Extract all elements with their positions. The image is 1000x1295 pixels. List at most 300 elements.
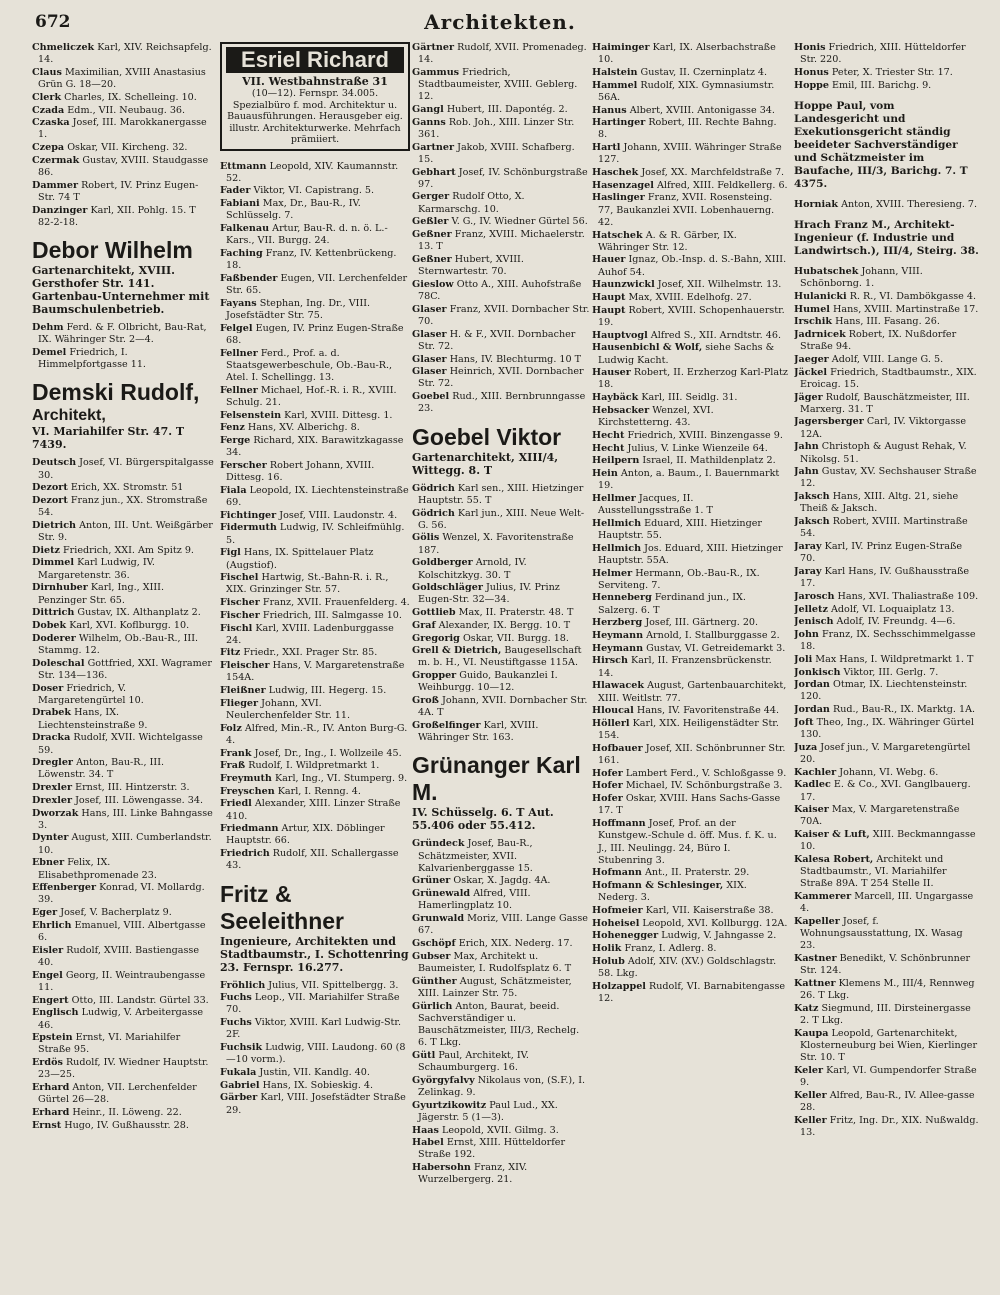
directory-entry: [32, 495, 214, 519]
entry-name: Großelfinger: [412, 719, 481, 731]
directory-entry: [794, 742, 980, 766]
entry-name: Fitz: [220, 647, 241, 659]
entry-address: Alfred, VIII. Hamerlingplatz 10.: [418, 888, 531, 912]
directory-entry: [412, 104, 590, 116]
directory-entry: [412, 391, 590, 415]
directory-entry: [220, 223, 410, 247]
directory-entry: [592, 330, 788, 342]
directory-entry: [794, 916, 980, 953]
entry-name: Irschik: [794, 316, 833, 328]
entry-name: Hecht: [592, 429, 625, 441]
directory-entry: [220, 786, 410, 798]
directory-entry: [412, 913, 590, 937]
entry-name: Holik: [592, 943, 622, 955]
entry-address: Friedrich, I. Himmelpfortgasse 11.: [38, 346, 146, 371]
entry-name: Dittrich: [32, 607, 75, 619]
directory-entry: [592, 254, 788, 278]
entry-name: Freymuth: [220, 772, 272, 784]
directory-entry: [794, 80, 980, 92]
entry-name: Holzappel: [592, 980, 646, 992]
entry-address: Ludwig, V. Arbeitergasse 46.: [38, 1007, 204, 1031]
entry-name: Grell & Dietrich,: [412, 645, 502, 657]
ad-text: Ingenieure, Architekten und Stadtbaumstr., I. Schottenring 23. Fernspr. 16.277.: [220, 934, 409, 974]
entry-name: Heilpern: [592, 455, 640, 467]
entry-address: Julius, IV. Prinz Eugen-Str. 32—34.: [418, 582, 560, 606]
entry-name: Haiminger: [592, 42, 650, 53]
entry-name: Friedl: [220, 798, 252, 810]
entry-address: Rudolf, XIX. Gymnasiumstr. 56A.: [598, 79, 775, 103]
directory-entry: [412, 888, 590, 912]
directory-entry: [32, 1107, 214, 1119]
entry-address: V. G., IV. Wiedner Gürtel 56.: [451, 216, 588, 228]
entry-address: Adolf, IV. Freundg. 4—6.: [836, 616, 956, 628]
directory-entry: [412, 1137, 590, 1161]
directory-entry: [220, 760, 410, 772]
directory-entry: [412, 117, 590, 141]
entry-name: Gartner: [412, 141, 455, 153]
directory-entry: [794, 67, 980, 79]
entry-address: Heinrich, XVII. Dornbacher Str. 72.: [418, 366, 584, 390]
entry-address: Josef, Prof. an der Kunstgew.-Schule d. öff. Mus. f. K. u. J., III. Neulingg. 24, Büro I. Stubenring 3.: [598, 818, 777, 866]
entry-name: Hasenzagel: [592, 179, 654, 191]
entry-address: Karl, XVIII. Ladenburggasse 24.: [226, 622, 394, 646]
entry-name: Gütl: [412, 1049, 436, 1061]
entry-name: Dehm: [32, 322, 64, 334]
directory-entry: [592, 905, 788, 917]
entry-name: Fiala: [220, 484, 247, 496]
entry-address: Ant., II. Praterstr. 29.: [644, 867, 750, 879]
entry-name: Haupt: [592, 304, 626, 316]
directory-entry: [794, 566, 980, 590]
entry-name: Hammel: [592, 79, 638, 91]
entry-address: Oskar, X. Jagdg. 4A.: [453, 875, 551, 887]
entry-address: Anton, III. Unt. Weißgärber Str. 9.: [38, 519, 213, 544]
entry-name: Deutsch: [32, 457, 77, 469]
entry-name: Gebhart: [412, 166, 456, 178]
directory-entry: [220, 1042, 410, 1066]
entry-name: Faßbender: [220, 272, 278, 284]
entry-address: Ignaz, Ob.-Insp. d. S.-Bahn, XIII. Auhof 54.: [598, 254, 787, 278]
entry-address: Erich, XIX. Nederg. 17.: [458, 937, 573, 949]
directory-entry: [412, 229, 590, 253]
directory-entry: [412, 304, 590, 328]
directory-entry: [592, 880, 788, 904]
directory-entry: [220, 323, 410, 347]
entry-address: Max, II. Praterstr. 48. T: [458, 607, 574, 619]
directory-entry: [32, 808, 214, 832]
directory-entry: [592, 430, 788, 442]
entry-name: Engel: [32, 969, 63, 981]
directory-entry: [794, 767, 980, 779]
directory-entry: [32, 1032, 214, 1056]
directory-entry: [592, 568, 788, 592]
entry-address: Viktor, XVIII. Karl Ludwig-Str. 2F.: [226, 1017, 401, 1041]
entry-address: Karl, I. Renng. 4.: [277, 785, 361, 797]
entry-name: Jäckel: [794, 366, 827, 378]
directory-entry: [794, 978, 980, 1002]
directory-entry: [32, 482, 214, 494]
entry-address: Friedrich, XIII. Hütteldorfer Str. 220.: [800, 42, 966, 66]
directory-entry: [32, 732, 214, 756]
entry-address: Hans, XVIII. Martinstraße 17.: [833, 303, 979, 315]
directory-entry: [794, 1003, 980, 1027]
entry-address: Leopold, XVI. Kollburgg. 12A.: [642, 917, 788, 929]
entry-address: Klemens M., III/4, Rennweg 26. T Lkg.: [800, 978, 975, 1002]
entry-address: Viktor, VI. Capistrang. 5.: [253, 185, 375, 197]
entry-name: Jenisch: [794, 616, 834, 628]
directory-entry: [794, 329, 980, 353]
entry-name: Demel: [32, 346, 67, 358]
entry-address: Friedrich, V. Margaretengürtel 10.: [38, 682, 144, 706]
entry-name: Jahn: [794, 466, 819, 478]
entry-address: Wenzel, XVI. Kirchstetterng. 43.: [598, 404, 714, 429]
entry-name: Kaupa: [794, 1027, 829, 1039]
entry-name: Hecht: [592, 442, 625, 454]
entry-address: August, XIII. Cumberlandstr. 10.: [38, 832, 212, 856]
entry-address: Alexander, XIII. Linzer Straße 410.: [226, 798, 401, 822]
directory-entry: [592, 493, 788, 517]
directory-entry: [412, 142, 590, 166]
entry-name: Joft: [794, 716, 814, 728]
entry-address: Otto, III. Landstr. Gürtel 33.: [71, 994, 209, 1006]
entry-name: Haunzwickl: [592, 279, 655, 291]
entry-name: Claus: [32, 66, 62, 78]
entry-name: Eisler: [32, 944, 64, 956]
entry-address: Siegmund, III. Dirsteinergasse 2. T Lkg.: [800, 1003, 971, 1027]
entry-address: Karl, XVIII. Dittesg. 1.: [284, 409, 393, 421]
directory-entry: [32, 67, 214, 91]
entry-address: Eugen, VII. Lerchenfelder Str. 65.: [226, 272, 408, 297]
directory-entry: [220, 623, 410, 647]
entry-name: Fellner: [220, 384, 258, 396]
entry-name: Glaser: [412, 328, 447, 340]
entry-name: Fischer: [220, 597, 260, 609]
entry-address: Peter, X. Triester Str. 17.: [831, 66, 953, 78]
entry-name: Kadlec: [794, 779, 831, 791]
directory-entry: [794, 854, 980, 891]
ad-heading: Goebel Viktor: [412, 423, 562, 450]
entry-name: Glaser: [412, 366, 447, 378]
directory-entry: [592, 768, 788, 780]
directory-entry: [794, 304, 980, 316]
directory-entry: [220, 798, 410, 822]
directory-entry: [412, 1001, 590, 1050]
directory-entry: [32, 205, 214, 229]
entry-name: Jordan: [794, 704, 830, 716]
entry-address: Gustav, XV. Sechshauser Straße 12.: [800, 466, 977, 490]
entry-name: Hauser: [592, 367, 631, 379]
entry-address: Robert, IX. Nußdorfer Straße 94.: [800, 329, 957, 353]
entry-name: Fukala: [220, 1067, 257, 1078]
ad-heading: Esriel Richard: [226, 47, 404, 73]
entry-address: Anton, XVIII. Theresieng. 7.: [841, 198, 978, 210]
entry-address: Gustav, VI. Getreidemarkt 3.: [646, 642, 786, 654]
directory-entry: [32, 582, 214, 606]
entry-address: Rudolf, XVII. Wichtelgasse 59.: [38, 732, 203, 756]
entry-address: Robert, III. Rechte Bahng. 8.: [598, 117, 777, 141]
entry-address: Josef, III. Marokkanergasse 1.: [38, 117, 207, 141]
directory-entry: [220, 597, 410, 609]
entry-address: Guido, Baukanzlei I. Weihburgg. 10—12.: [418, 670, 558, 694]
entry-name: Ehrlich: [32, 919, 72, 931]
entry-address: Israel, II. Mathildenplatz 2.: [642, 455, 776, 467]
entry-name: Erhard: [32, 1082, 70, 1094]
directory-entry: [32, 707, 214, 731]
entry-name: Juza: [794, 741, 818, 753]
entry-name: John: [794, 628, 819, 640]
entry-name: Englisch: [32, 1007, 79, 1019]
entry-address: Karl, XII. Pohlg. 15. T 82-2-18.: [38, 204, 196, 228]
entry-address: Ferdinand jun., IX. Salzerg. 6. T: [598, 592, 746, 616]
directory-entry: [592, 617, 788, 629]
ad-heading: Grünanger Karl M.: [412, 752, 581, 806]
directory-entry: [592, 943, 788, 955]
entry-address: Charles, IX. Schelleing. 10.: [64, 91, 197, 103]
entry-address: Ernst, VI. Mariahilfer Straße 95.: [38, 1032, 181, 1056]
entry-name: Hulanicki: [794, 290, 847, 302]
entry-address: Josef, III. Löwengasse. 34.: [75, 794, 204, 806]
entry-name: Hofer: [592, 780, 623, 792]
directory-entry: [794, 291, 980, 303]
entry-address: Hartwig, St.-Bahn-R. i. R., XIX. Grinzinger Str. 57.: [226, 572, 389, 596]
entry-address: XIX. Nederg. 3.: [598, 880, 747, 904]
entry-address: Artur, Bau-R. d. n. ö. L.-Kars., VII. Burgg. 24.: [226, 223, 388, 247]
directory-entry: [220, 1092, 410, 1116]
directory-entry: [220, 248, 410, 272]
entry-name: Gölis: [412, 532, 440, 544]
entry-name: Geßner: [412, 253, 452, 265]
directory-entry: [32, 105, 214, 117]
entry-address: Ferd., Prof. a. d. Staatsgewerbeschule, Ob.-Bau-R., Atel. I. Schellingg. 13.: [226, 347, 393, 383]
entry-address: Oskar, XVIII. Hans Sachs-Gasse 17. T: [598, 793, 781, 817]
directory-entry: [592, 780, 788, 792]
entry-address: Josef, XII. Wilhelmstr. 13.: [657, 279, 782, 291]
directory-entry: [32, 882, 214, 906]
entry-address: Hermann, Ob.-Bau-R., IX. Serviteng. 7.: [598, 567, 760, 591]
directory-entry: [592, 518, 788, 542]
entry-name: Goldberger: [412, 557, 473, 569]
entry-address: Michael, Hof.-R. i. R., XVIII. Schulg. 21.: [226, 384, 397, 408]
directory-entry: [220, 1067, 410, 1079]
entry-name: Keller: [794, 1114, 827, 1126]
entry-name: Hausenbichl & Wolf,: [592, 342, 703, 354]
entry-name: Habel: [412, 1137, 444, 1149]
entry-name: Holub: [592, 955, 625, 967]
directory-entry: [412, 1100, 590, 1124]
entry-address: Albert, XVIII. Antonigasse 34.: [629, 104, 775, 116]
directory-entry: [592, 292, 788, 304]
entry-address: August, Gartenbauarchitekt, XIII. Weitlstr. 77.: [598, 680, 787, 704]
display-advertisement: [412, 752, 590, 832]
entry-name: Hofbauer: [592, 742, 643, 754]
entry-address: Karl, VI. Gumpendorfer Straße 9.: [800, 1065, 977, 1089]
entry-name: Hlawacek: [592, 680, 644, 692]
entry-address: Georg, II. Weintraubengasse 11.: [38, 969, 206, 993]
entry-name: Gründeck: [412, 838, 465, 850]
directory-entry: [32, 457, 214, 481]
entry-address: Friedrich, Stadtbaumeister, XVIII. Geblerg. 12.: [418, 66, 578, 103]
entry-address: Rob. Joh., XIII. Linzer Str. 361.: [418, 116, 575, 140]
boxed-advertisement: [220, 42, 410, 151]
entry-address: Moriz, VIII. Lange Gasse 67.: [418, 913, 588, 937]
directory-entry: [592, 117, 788, 141]
entry-name: Gödrich: [412, 507, 455, 519]
entry-name: Haybäck: [592, 392, 639, 404]
entry-name: Friedmann: [220, 823, 279, 835]
entry-address: Josef, V. Bacherplatz 9.: [60, 907, 172, 919]
entry-address: R. R., VI. Dambökgasse 4.: [849, 290, 977, 302]
entry-address: Otmar, IX. Liechtensteinstr. 120.: [800, 679, 968, 703]
entry-name: Ernst: [32, 1119, 62, 1131]
directory-entry: [412, 938, 590, 950]
entry-address: Julius, VII. Spittelbergg. 3.: [268, 979, 399, 991]
directory-entry: [220, 273, 410, 297]
entry-address: Hans, IV. Blechturmg. 10 T: [449, 353, 582, 365]
directory-entry: [220, 685, 410, 697]
entry-name: Drexler: [32, 782, 73, 794]
entry-address: Alexander, IX. Bergg. 10. T: [438, 619, 571, 631]
entry-address: Hugo, IV. Gußhausstr. 28.: [64, 1119, 189, 1131]
entry-name: Engert: [32, 994, 69, 1006]
entry-name: Honis: [794, 42, 826, 53]
directory-entry: [412, 720, 590, 744]
entry-name: Dietrich: [32, 519, 77, 531]
entry-address: Friedrich, XXI. Am Spitz 9.: [63, 544, 194, 556]
display-advertisement: [412, 424, 590, 477]
entry-name: Doser: [32, 682, 64, 694]
entry-name: Ferge: [220, 434, 251, 446]
entry-address: Rudolf, VI. Barnabitengasse 12.: [598, 980, 786, 1004]
directory-entry: [32, 117, 214, 141]
entry-address: Leop., VII. Mariahilfer Straße 70.: [226, 992, 400, 1016]
entry-name: Hoheisel: [592, 917, 640, 929]
entry-address: Wilhelm, Ob.-Bau-R., III. Stammg. 12.: [38, 632, 199, 656]
entry-name: Czepa: [32, 142, 65, 154]
entry-name: Hellmich: [592, 517, 642, 529]
entry-name: Ferscher: [220, 459, 267, 471]
directory-entry: [592, 718, 788, 742]
entry-address: Arnold, I. Stallburggasse 2.: [646, 630, 780, 642]
directory-entry: [794, 616, 980, 628]
entry-name: Gieslow: [412, 278, 454, 290]
entry-name: Jaray: [794, 540, 822, 552]
directory-entry: [32, 970, 214, 994]
entry-address: Josef, f. Wohnungsausstattung, IX. Wasag 23.: [800, 916, 963, 952]
entry-address: Hans, III. Fasang. 26.: [835, 316, 940, 328]
entry-name: Herzberg: [592, 617, 643, 629]
entry-name: Helmer: [592, 567, 633, 579]
entry-address: Robert, IV. Prinz Eugen-Str. 74 T: [38, 179, 199, 203]
entry-name: Kattner: [794, 978, 836, 990]
ad-subheading: Architekt,: [32, 407, 106, 425]
entry-name: Eger: [32, 907, 58, 919]
entry-name: Gödrich: [412, 482, 455, 494]
entry-address: Josef, XII. Schönbrunner Str. 161.: [598, 742, 786, 767]
directory-entry: [592, 918, 788, 930]
directory-entry: [220, 385, 410, 409]
entry-address: Ernst, III. Hintzerstr. 3.: [75, 782, 190, 794]
entry-address: Max, XVIII. Edelhofg. 27.: [628, 292, 752, 304]
directory-entry: [412, 582, 590, 606]
entry-name: Fichtinger: [220, 509, 277, 521]
entry-name: Figl: [220, 547, 241, 559]
entry-name: Gürlich: [412, 1000, 453, 1012]
directory-entry: [592, 279, 788, 291]
entry-name: Gyurtzikowitz: [412, 1099, 487, 1111]
entry-name: Flieger: [220, 697, 259, 709]
entry-name: Clerk: [32, 91, 62, 103]
entry-address: Max, Dr., Bau-R., IV. Schlüsselg. 7.: [226, 198, 361, 222]
entry-address: Karl, XIV. Reichsapfelg. 14.: [38, 42, 212, 66]
directory-entry: [794, 1090, 980, 1114]
directory-entry: [32, 1007, 214, 1031]
directory-entry: [794, 441, 980, 465]
entry-address: Adolf, VIII. Lange G. 5.: [831, 353, 944, 365]
directory-entry: [794, 1028, 980, 1065]
entry-address: Arnold, IV. Kolschitzkyg. 30. T: [418, 557, 527, 581]
entry-address: Hans, IX. Liechtensteinstraße 9.: [38, 707, 148, 731]
entry-address: Architekt und Stadtbaumstr., VI. Mariahilfer Straße 89A. T 254 Stelle II.: [800, 854, 947, 890]
directory-entry: [412, 1162, 590, 1186]
ad-heading: Fritz & Seeleithner: [220, 880, 344, 934]
entry-address: Eugen, IV. Prinz Eugen-Straße 68.: [226, 322, 404, 346]
directory-entry: [794, 654, 980, 666]
directory-entry: [32, 782, 214, 794]
entry-name: Drexler: [32, 794, 73, 806]
directory-entry: [32, 142, 214, 154]
entry-address: Franz, IV. Kettenbrückeng. 18.: [226, 247, 397, 272]
entry-name: Felsenstein: [220, 409, 282, 421]
entry-name: Fischl: [220, 622, 253, 634]
bold-advertisement: [794, 219, 980, 258]
entry-name: Heymann: [592, 642, 644, 654]
entry-address: Rudolf, XVII. Promenadeg. 14.: [418, 42, 587, 66]
entry-name: Gropper: [412, 670, 457, 682]
entry-address: Johann, VI. Webg. 6.: [839, 766, 939, 778]
entry-address: Josef, Bau-R., Schätzmeister, XVII. Kalvarienberggasse 15.: [418, 838, 533, 874]
entry-address: Hans, XVI. Thaliastraße 109.: [837, 590, 979, 602]
directory-entry: [794, 354, 980, 366]
entry-address: Alfred, XIII. Feldkellerg. 6.: [656, 179, 788, 191]
directory-entry: [794, 42, 980, 66]
entry-name: Haslinger: [592, 192, 645, 204]
directory-entry: [220, 1017, 410, 1041]
entry-address: Robert, II. Erzherzog Karl-Platz 18.: [598, 367, 788, 391]
directory-entry: [412, 607, 590, 619]
directory-entry: [32, 1057, 214, 1081]
directory-entry: [32, 633, 214, 657]
entry-name: Haas: [412, 1124, 439, 1136]
entry-address: Karl, XVI. Koflburgg. 10.: [69, 620, 190, 631]
entry-address: Robert Johann, XVIII. Dittesg. 16.: [226, 459, 375, 484]
directory-entry: [32, 1082, 214, 1106]
directory-entry: [412, 695, 590, 719]
entry-name: Friedrich: [220, 848, 270, 860]
directory-entry: [794, 891, 980, 915]
directory-entry: [220, 823, 410, 847]
entry-name: Dezort: [32, 482, 68, 494]
directory-entry: [32, 658, 214, 682]
entry-name: Jadrnicek: [794, 329, 846, 341]
entry-address: Franz, XIV. Wurzelbergerg. 21.: [418, 1162, 528, 1186]
entry-name: Fabiani: [220, 198, 260, 210]
entry-name: Keller: [794, 1089, 827, 1101]
entry-address: Friedrich, XVIII. Binzengasse 9.: [627, 429, 783, 441]
directory-entry: [794, 367, 980, 391]
directory-entry: [794, 491, 980, 515]
directory-entry: [592, 543, 788, 567]
entry-name: Gärber: [220, 1092, 258, 1104]
